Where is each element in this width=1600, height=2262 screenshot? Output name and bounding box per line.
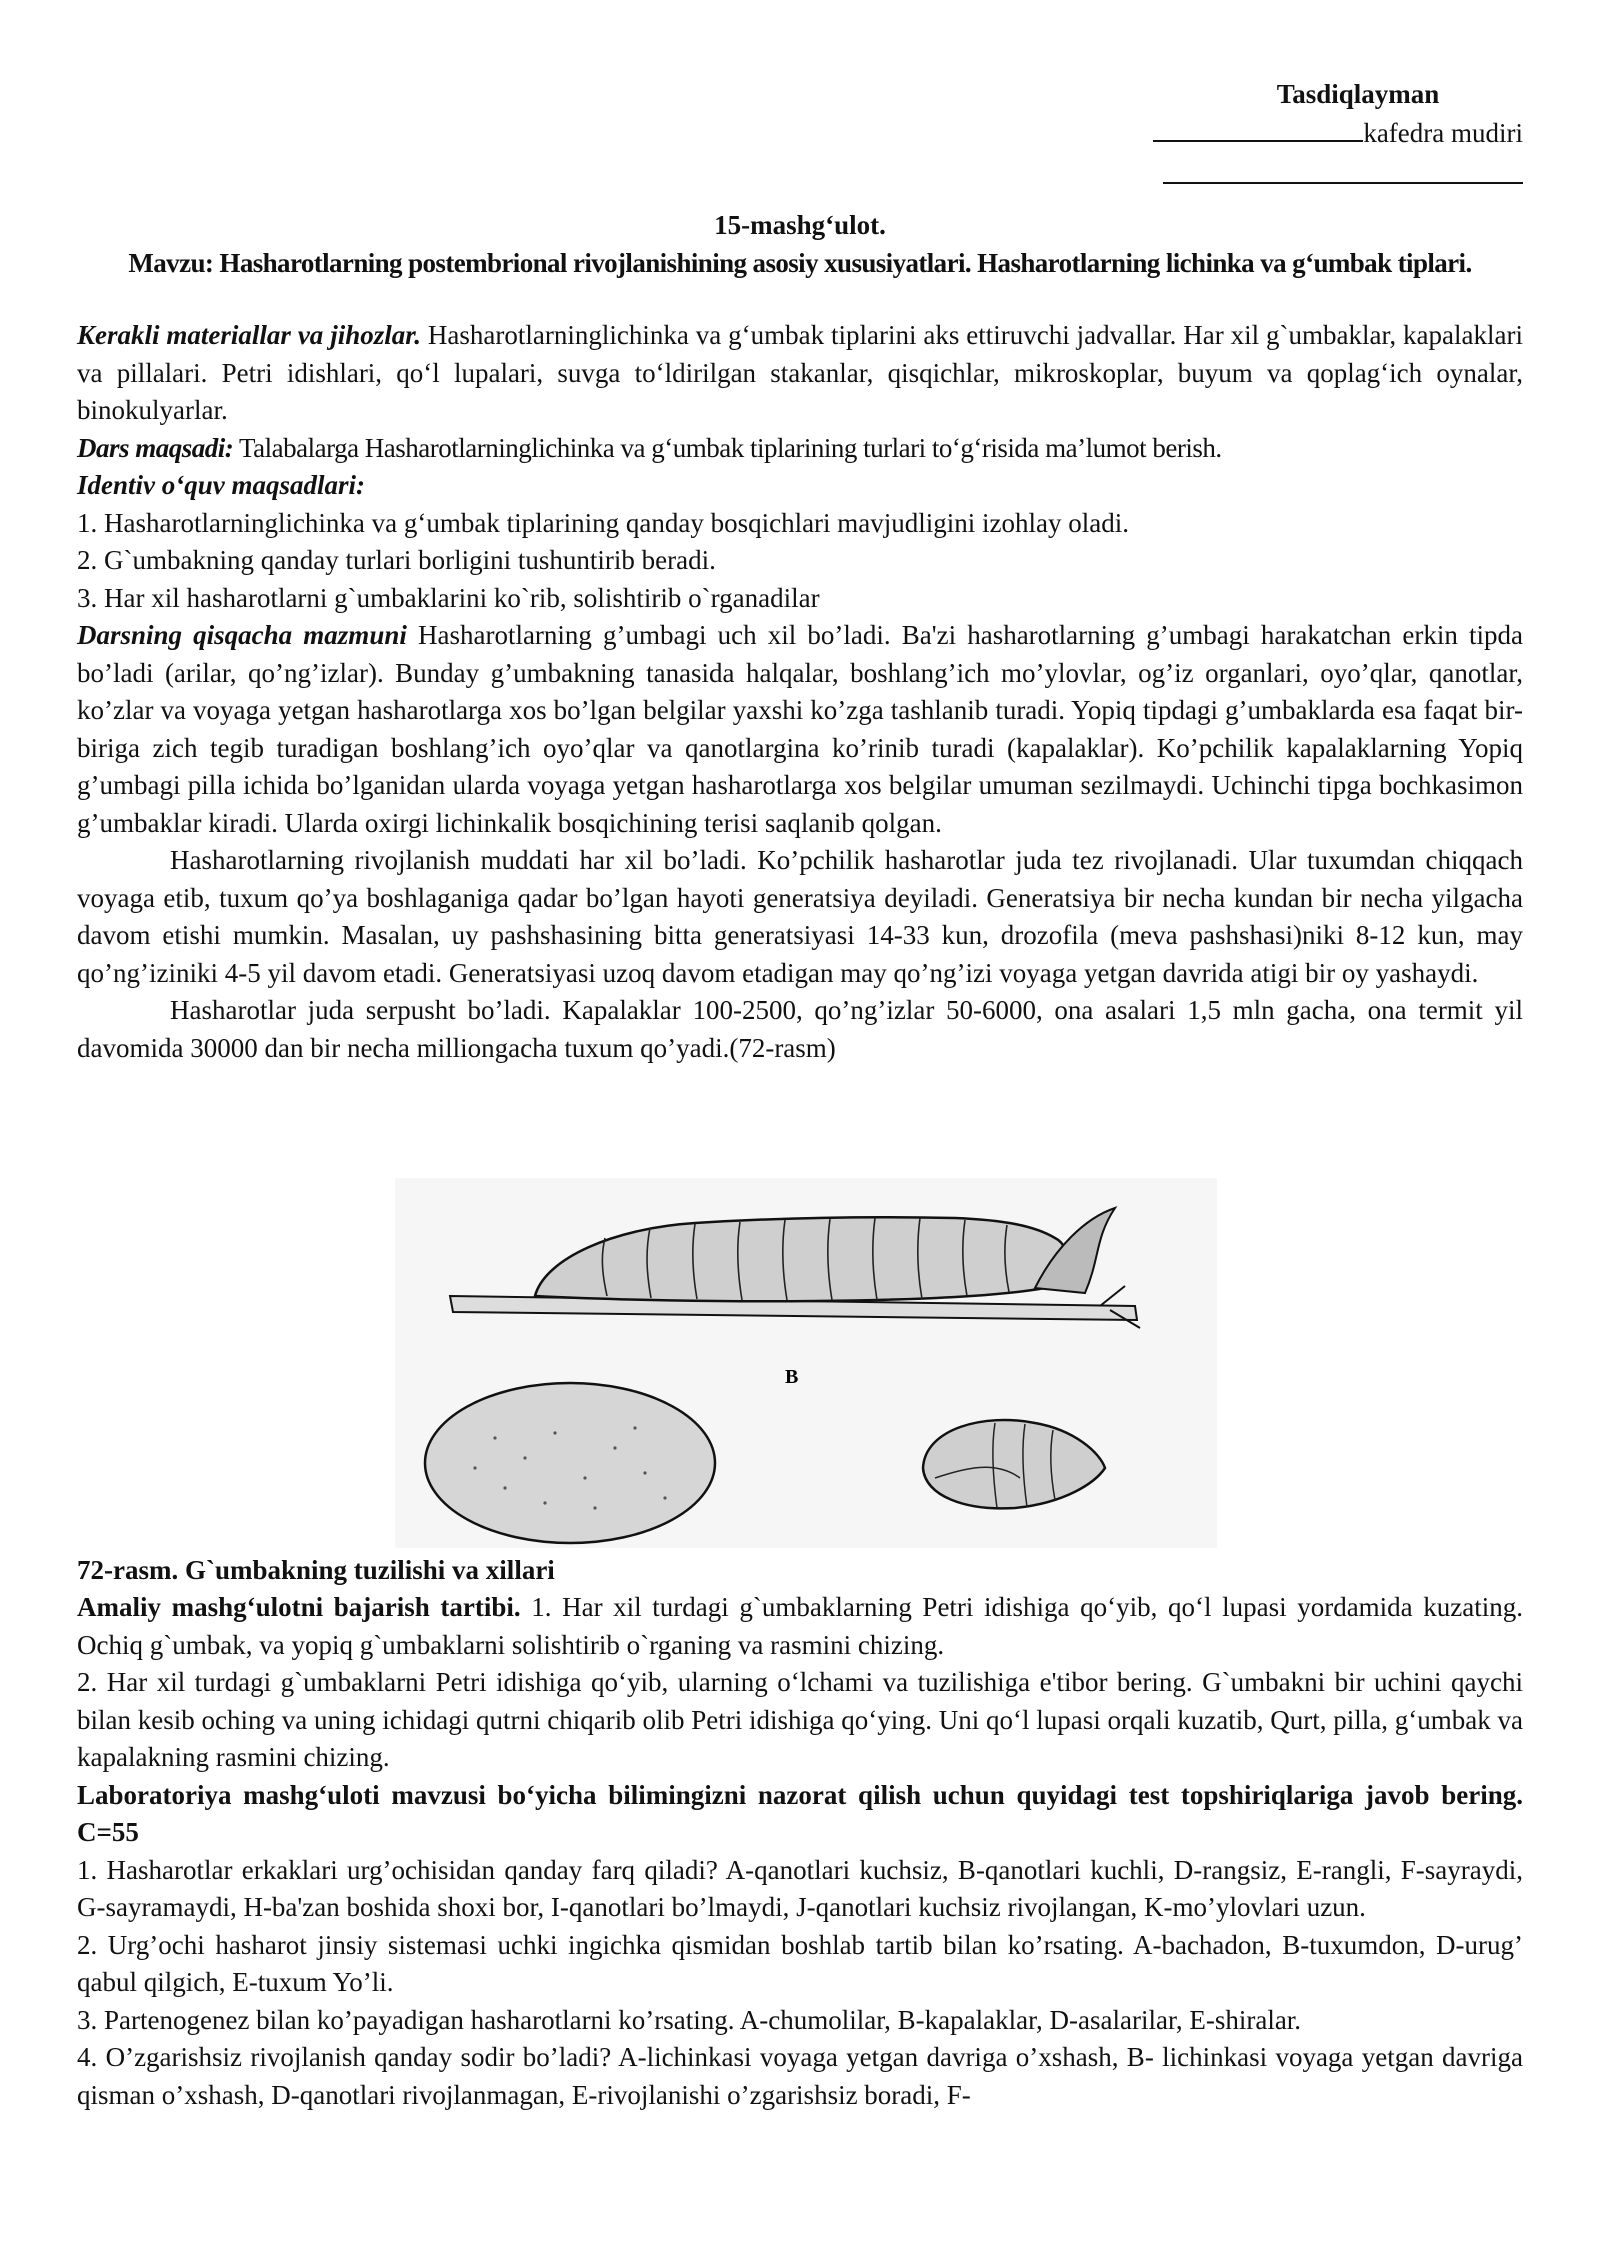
objective-item: 1. Hasharotlarninglichinka va g‘umbak tiplarining qanday bosqichlari mavjudligini izohlay oladi. — [77, 507, 1129, 538]
pupa-illustration — [395, 1178, 1217, 1548]
lesson-topic: Mavzu: Hasharotlarning postembrional rivojlanishining asosiy xususiyatlari. Hasharotlarning lichinka va g‘umbak tiplari. — [128, 247, 1472, 278]
summary-paragraph-3: Hasharotlar juda serpusht bo’ladi. Kapalaklar 100-2500, qo’ng’izlar 50-6000, ona asalari 1,5 mln gacha, ona termit yil davomida 30000 dan bir necha milliongacha tuxum qo’yadi.(72-rasm) — [77, 995, 1523, 1063]
materials-paragraph — [77, 317, 1523, 430]
practical-step-1-text: 1. Har xil turdagi g`umbaklarning Petri idishiga qo‘yib, qo‘l lupasi yordamida kuzating. Ochiq g`umbak, va yopiq g`umbaklarni solishtirib o`rganing va rasmini chizing. — [77, 1592, 1523, 1660]
summary-label: Darsning qisqacha mazmuni — [77, 620, 407, 650]
objectives-label: Identiv o‘quv maqsadlari: — [77, 470, 365, 500]
signature-blank — [1153, 114, 1363, 142]
practical-step-2: 2. Har xil turdagi g`umbaklarni Petri idishiga qo‘yib, ularning o‘lchami va tuzilishiga e'tibor bering. G`umbakni bir uchini qaychi bilan kesib oching va uning ichidagi qutrni chiqarib olib Petri idishiga qo‘ying. Uni qo‘l lupasi orqali kuzatib, Qurt, pilla, g‘umbak va kapalakning rasmini chizing. — [77, 1667, 1523, 1772]
materials-label: Kerakli materiallar va jihozlar. — [77, 320, 421, 350]
approval-title: Tasdiqlayman — [1276, 79, 1440, 109]
figure-caption — [77, 1552, 1523, 1590]
goal-label: Dars maqsadi: — [77, 432, 234, 463]
goal-paragraph — [77, 430, 1523, 468]
test-question-3: 3. Partenogenez bilan ko’payadigan hasharotlarni ko’rsating. A-chumolilar, B-kapalaklar, D-asalarilar, E-shiralar. — [77, 2004, 1302, 2035]
figure-letter: B — [785, 1366, 799, 1388]
date-blank-line — [1163, 160, 1523, 184]
approval-role: kafedra mudiri — [1363, 117, 1523, 148]
practical-step-1 — [77, 1589, 1523, 1664]
materials-text: Hasharotlarninglichinka va g‘umbak tiplarini aks ettiruvchi jadvallar. Har xil g`umbaklar, kapalaklari va pillalari. Petri idishlari, qo‘l lupalari, suvga to‘ldirilgan stakanlar, qisqichlar, mikroskoplar, buyum va qoplag‘ich oynalar, binokulyarlar. — [77, 320, 1523, 425]
figure-caption-text: 72-rasm. G`umbakning tuzilishi va xillari — [77, 1555, 555, 1585]
lesson-title-block — [77, 207, 1523, 282]
test-question-4: 4. O’zgarishsiz rivojlanish qanday sodir bo’ladi? A-lichinkasi voyaga yetgan davriga o’xshash, B- lichinkasi voyaga yetgan davriga qisman o’xshash, D-qanotlari rivojlanmagan, E-rivojlanishi o’zgarishsiz boradi, F- — [77, 2042, 1523, 2110]
test-question-1: 1. Hasharotlar erkaklari urg’ochisidan qanday farq qiladi? A-qanotlari kuchsiz, B-qanotlari kuchli, D-rangsiz, E-rangli, F-sayraydi, G-sayramaydi, H-ba'zan boshida shoxi bor, I-qanotlari bo’lmaydi, J-qanotlari kuchsiz rivojlangan, K-mo’ylovlari uzun. — [77, 1854, 1523, 1922]
approval-signature-line — [1003, 114, 1523, 153]
summary-paragraph-2: Hasharotlarning rivojlanish muddati har xil bo’ladi. Ko’pchilik hasharotlar juda tez rivojlanadi. Ular tuxumdan chiqqach voyaga etib, tuxum qo’ya boshlaganiga qadar bo’lgan hayoti generatsiya deyiladi. Generatsiya bir necha kundan bir necha yilgacha davom etishi mumkin. Masalan, uy pashshasining bitta generatsiyasi 14-33 kun, drozofila (meva pashshasi)niki 8-12 kun, may qo’ng’iziniki 4-5 yil davom etadi. Generatsiyasi uzoq davom etadigan may qo’ng’izi voyaga yetgan davrida atigi bir oy yashaydi. — [77, 845, 1523, 988]
practical-and-test-section — [77, 1589, 1523, 2114]
objective-item: 3. Har xil hasharotlarni g`umbaklarini ko`rib, solishtirib o`rganadilar — [77, 582, 820, 613]
summary-paragraph-1 — [77, 617, 1523, 842]
lesson-body — [77, 317, 1523, 1067]
objective-item: 2. G`umbakning qanday turlari borligini tushuntirib beradi. — [77, 545, 716, 575]
lesson-number: 15-mashg‘ulot. — [714, 210, 886, 240]
test-question-2: 2. Urg’ochi hasharot jinsiy sistemasi uchki ingichka qismidan boshlab tartib bilan ko’rsating. A-bachadon, B-tuxumdon, D-urug’ qabul qilgich, E-tuxum Yo’li. — [77, 1929, 1523, 1997]
test-heading: Laboratoriya mashg‘uloti mavzusi bo‘yicha bilimingizni nazorat qilish uchun quyidagi test topshiriqlariga javob bering. C=55 — [77, 1779, 1523, 1847]
pupa-drawing — [395, 1178, 1217, 1548]
summary-text-1: Hasharotlarning g’umbagi uch xil bo’ladi. Ba'zi hasharotlarning g’umbagi harakatchan erkin tipda bo’ladi (arilar, qo’ng’izlar). Bunday g’umbakning tanasida halqalar, boshlang’ich mo’ylovlar, og’iz organlari, oyo’qlar, qanotlar, ko’zlar va voyaga yetgan hasharotlarga xos bo’lgan belgilar yaxshi ko’zga tashlanib turadi. Yopiq tipdagi g’umbaklarda esa faqat bir-biriga zich tegib turadigan boshlang’ich oyo’qlar va qanotlargina ko’rinib turadi (kapalaklar). Ko’pchilik kapalaklarning Yopiq g’umbagi pilla ichida bo’lganidan ularda voyaga yetgan hasharotlarga xos belgilar umuman sezilmaydi. Uchinchi tipga bochkasimon g’umbaklar kiradi. Ularda oxirgi lichinkalik bosqichining terisi saqlanib qolgan. — [77, 620, 1524, 838]
goal-text: Talabalarga Hasharotlarninglichinka va g‘umbak tiplarining turlari to‘g‘risida ma’lumot berish. — [233, 432, 1222, 463]
approval-block — [1003, 76, 1523, 195]
practical-label: Amaliy mashg‘ulotni bajarish tartibi. — [77, 1592, 521, 1622]
